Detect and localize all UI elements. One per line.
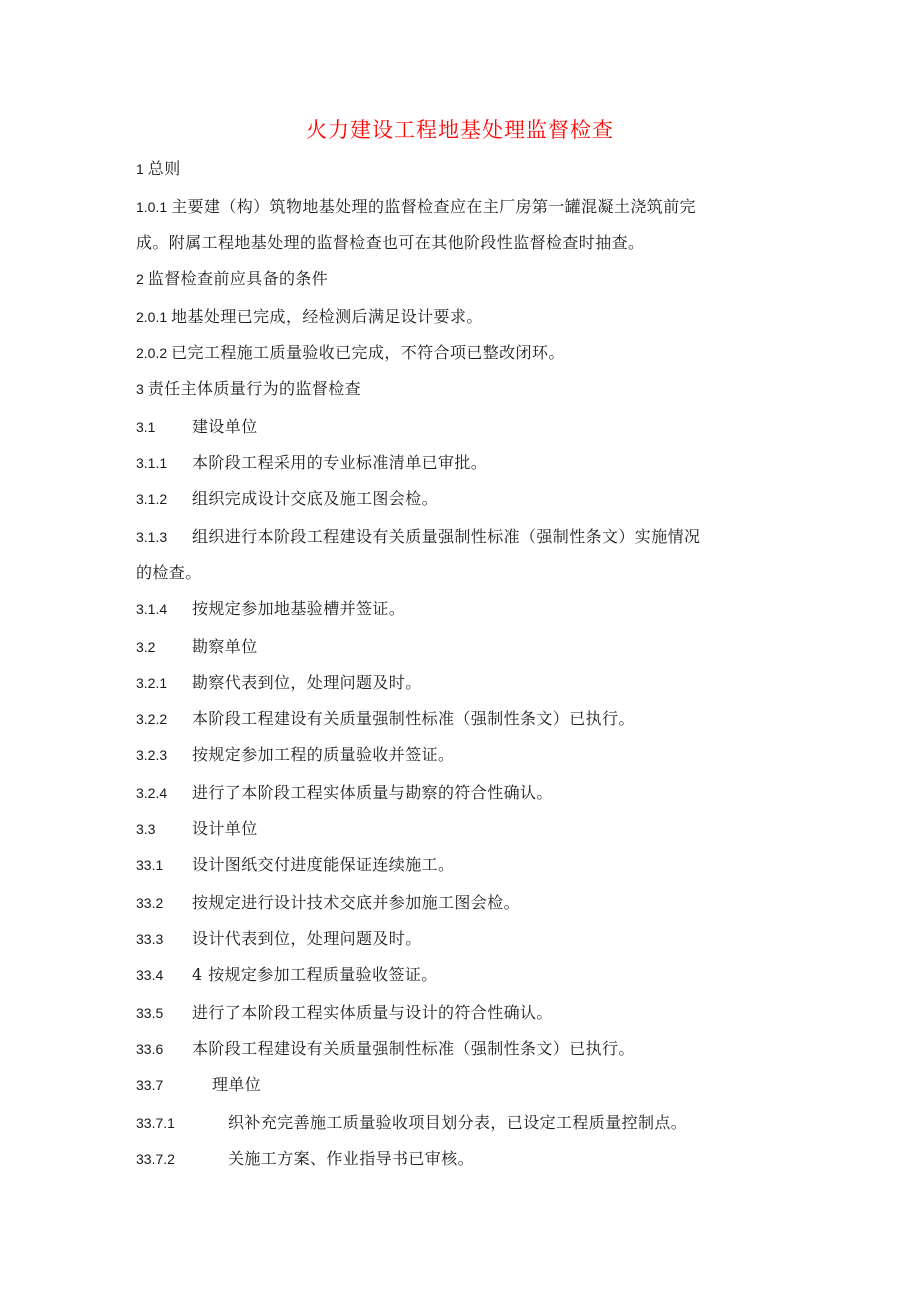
clause-line [136,1002,553,1024]
clause-number: 33.6 [136,1041,164,1057]
clause-line [136,1112,687,1134]
clause-text: 组织完成设计交底及施工图会检。 [192,489,439,508]
clause-number: 3.1.1 [136,455,168,471]
clause-line [136,342,565,364]
section-text: 总则 [147,159,181,178]
subsection-text: 勘察单位 [192,637,258,656]
clause-number: 33.7.2 [136,1151,175,1167]
clause-number: 33.5 [136,1005,164,1021]
subsection-heading [136,1074,261,1096]
clause-number: 3.1.4 [136,601,168,617]
clause-number: 3.2.4 [136,785,168,801]
clause-number: 33.7.1 [136,1115,175,1131]
clause-number: 33.1 [136,857,164,873]
clause-line [136,196,696,218]
clause-number: 1.0.1 [136,199,168,215]
clause-number: 3.2.2 [136,711,168,727]
section-text: 责任主体质量行为的监督检查 [147,379,361,398]
section-heading [136,378,361,400]
clause-text: 按规定进行设计技术交底并参加施工图会检。 [192,893,521,912]
clause-text: 4 按规定参加工程质量验收签证。 [192,965,438,984]
clause-number: 2.0.2 [136,345,168,361]
clause-text: 勘察代表到位，处理问题及时。 [192,673,422,692]
clause-line [136,526,700,548]
subsection-text: 设计单位 [192,819,258,838]
clause-line [136,928,422,950]
clause-continuation [136,232,644,254]
clause-text: 主要建（构）筑物地基处理的监督检查应在主厂房第一罐混凝土浇筑前完 [171,197,696,216]
subsection-heading [136,636,258,658]
clause-text: 进行了本阶段工程实体质量与勘察的符合性确认。 [192,783,553,802]
clause-line [136,1148,474,1170]
section-heading [136,158,181,180]
subsection-number: 3.2 [136,639,156,655]
clause-text: 本阶段工程建设有关质量强制性标准（强制性条文）已执行。 [192,709,635,728]
clause-number: 3.1.3 [136,529,168,545]
clause-text: 关施工方案、作业指导书已审核。 [228,1149,475,1168]
clause-number: 33.2 [136,895,164,911]
clause-number: 3.2.1 [136,675,168,691]
clause-line [136,782,553,804]
clause-text: 成。附属工程地基处理的监督检查也可在其他阶段性监督检查时抽查。 [136,233,645,252]
clause-number: 3.2.3 [136,747,168,763]
section-heading [136,268,328,290]
clause-line [136,708,635,730]
clause-text: 本阶段工程采用的专业标准清单已审批。 [192,453,488,472]
subsection-number: 3.1 [136,419,156,435]
clause-line [136,488,438,510]
section-number: 2 [136,271,144,287]
clause-text: 的检查。 [136,563,202,582]
section-text: 监督检查前应具备的条件 [147,269,329,288]
clause-text: 地基处理已完成，经检测后满足设计要求。 [171,307,483,326]
clause-line [136,892,520,914]
clause-line [136,598,405,620]
clause-line [136,854,454,876]
subsection-heading [136,416,258,438]
subsection-number: 3.3 [136,821,156,837]
clause-text: 按规定参加地基验槽并签证。 [192,599,406,618]
clause-line [136,964,438,986]
clause-line [136,306,483,328]
clause-text: 本阶段工程建设有关质量强制性标准（强制性条文）已执行。 [192,1039,635,1058]
clause-number: 2.0.1 [136,309,168,325]
clause-number: 33.3 [136,931,164,947]
clause-text: 织补充完善施工质量验收项目划分表，已设定工程质量控制点。 [228,1113,688,1132]
subsection-text: 建设单位 [192,417,258,436]
clause-line [136,1038,635,1060]
clause-text: 设计代表到位，处理问题及时。 [192,929,422,948]
clause-text: 进行了本阶段工程实体质量与设计的符合性确认。 [192,1003,553,1022]
clause-line [136,744,454,766]
section-number: 1 [136,161,144,177]
clause-line [136,452,487,474]
clause-number: 3.1.2 [136,491,168,507]
subsection-heading [136,818,258,840]
clause-text: 已完工程施工质量验收已完成，不符合项已整改闭环。 [171,343,565,362]
clause-number: 33.4 [136,967,164,983]
clause-continuation [136,562,202,584]
clause-text: 组织进行本阶段工程建设有关质量强制性标准（强制性条文）实施情况 [192,527,701,546]
section-number: 3 [136,381,144,397]
clause-text: 设计图纸交付进度能保证连续施工。 [192,855,455,874]
clause-text: 按规定参加工程的质量验收并签证。 [192,745,455,764]
clause-line [136,672,422,694]
document-title: 火力建设工程地基处理监督检查 [306,118,614,142]
subsection-text: 理单位 [212,1075,262,1094]
subsection-number: 33.7 [136,1077,164,1093]
